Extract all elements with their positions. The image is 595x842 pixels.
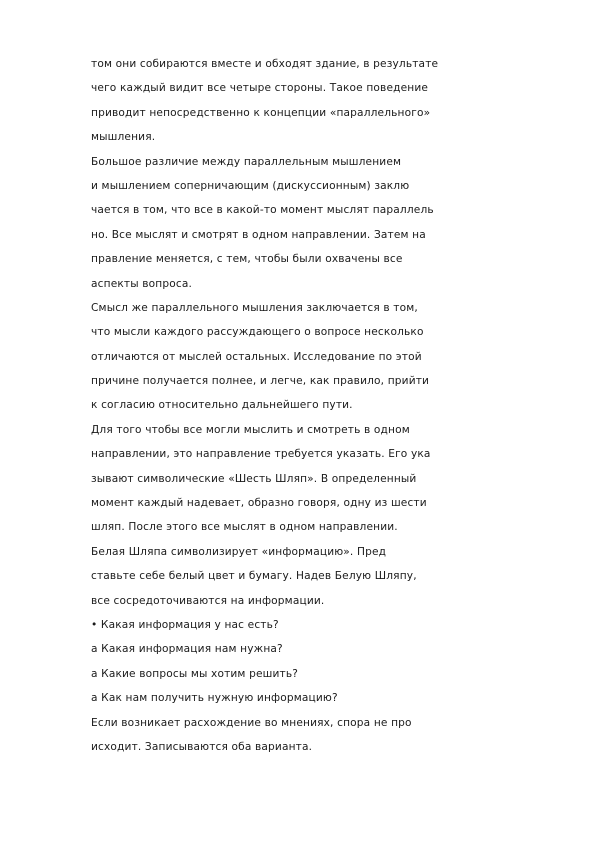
text-line: том они собираются вместе и обходят здание, в результате <box>91 58 439 70</box>
list-item: • Какая информация у нас есть? <box>91 618 279 631</box>
text-line: но. Все мыслят и смотрят в одном направлении. Затем на <box>91 228 426 241</box>
body-text <box>91 52 571 759</box>
text-line: отличаются от мыслей остальных. Исследование по этой <box>91 350 422 363</box>
text-line: направлении, это направление требуется указать. Его ука <box>91 448 431 461</box>
text-line: все сосредоточиваются на информации. <box>91 594 325 607</box>
text-line: чается в том, что все в какой-то момент мыслят параллель <box>91 204 434 217</box>
text-line: причине получается полнее, и легче, как правило, прийти <box>91 375 430 388</box>
text-line: Смысл же параллельного мышления заключается в том, <box>91 301 418 314</box>
text-line: чего каждый видит все четыре стороны. Такое поведение <box>91 82 429 95</box>
text-line: Большое различие между параллельным мышлением <box>91 155 402 168</box>
text-line: зывают символические «Шесть Шляп». В определенный <box>91 472 417 485</box>
text-line: к согласию относительно дальнейшего пути. <box>91 399 353 412</box>
text-line: Для того чтобы все могли мыслить и смотреть в одном <box>91 423 410 436</box>
text-line: Белая Шляпа символизирует «информацию». Пред <box>91 545 387 558</box>
text-line: и мышлением соперничающим (дискуссионным) заклю <box>91 179 410 192</box>
list-item: а Какая информация нам нужна? <box>91 643 283 656</box>
text-line: шляп. После этого все мыслят в одном направлении. <box>91 521 398 534</box>
text-line: правление меняется, с тем, чтобы были охвачены все <box>91 253 403 266</box>
text-line: мышления. <box>91 131 156 144</box>
text-line: исходит. Записываются оба варианта. <box>91 740 313 753</box>
text-line: что мысли каждого рассуждающего о вопросе несколько <box>91 326 424 339</box>
list-item: а Как нам получить нужную информацию? <box>91 692 338 705</box>
text-line: Если возникает расхождение во мнениях, спора не про <box>91 716 412 729</box>
text-line: ставьте себе белый цвет и бумагу. Надев Белую Шляпу, <box>91 570 417 583</box>
text-line: аспекты вопроса. <box>91 277 193 290</box>
list-item: а Какие вопросы мы хотим решить? <box>91 667 299 680</box>
text-line: приводит непосредственно к концепции «параллельного» <box>91 106 431 119</box>
text-line: момент каждый надевает, образно говоря, одну из шести <box>91 497 427 510</box>
